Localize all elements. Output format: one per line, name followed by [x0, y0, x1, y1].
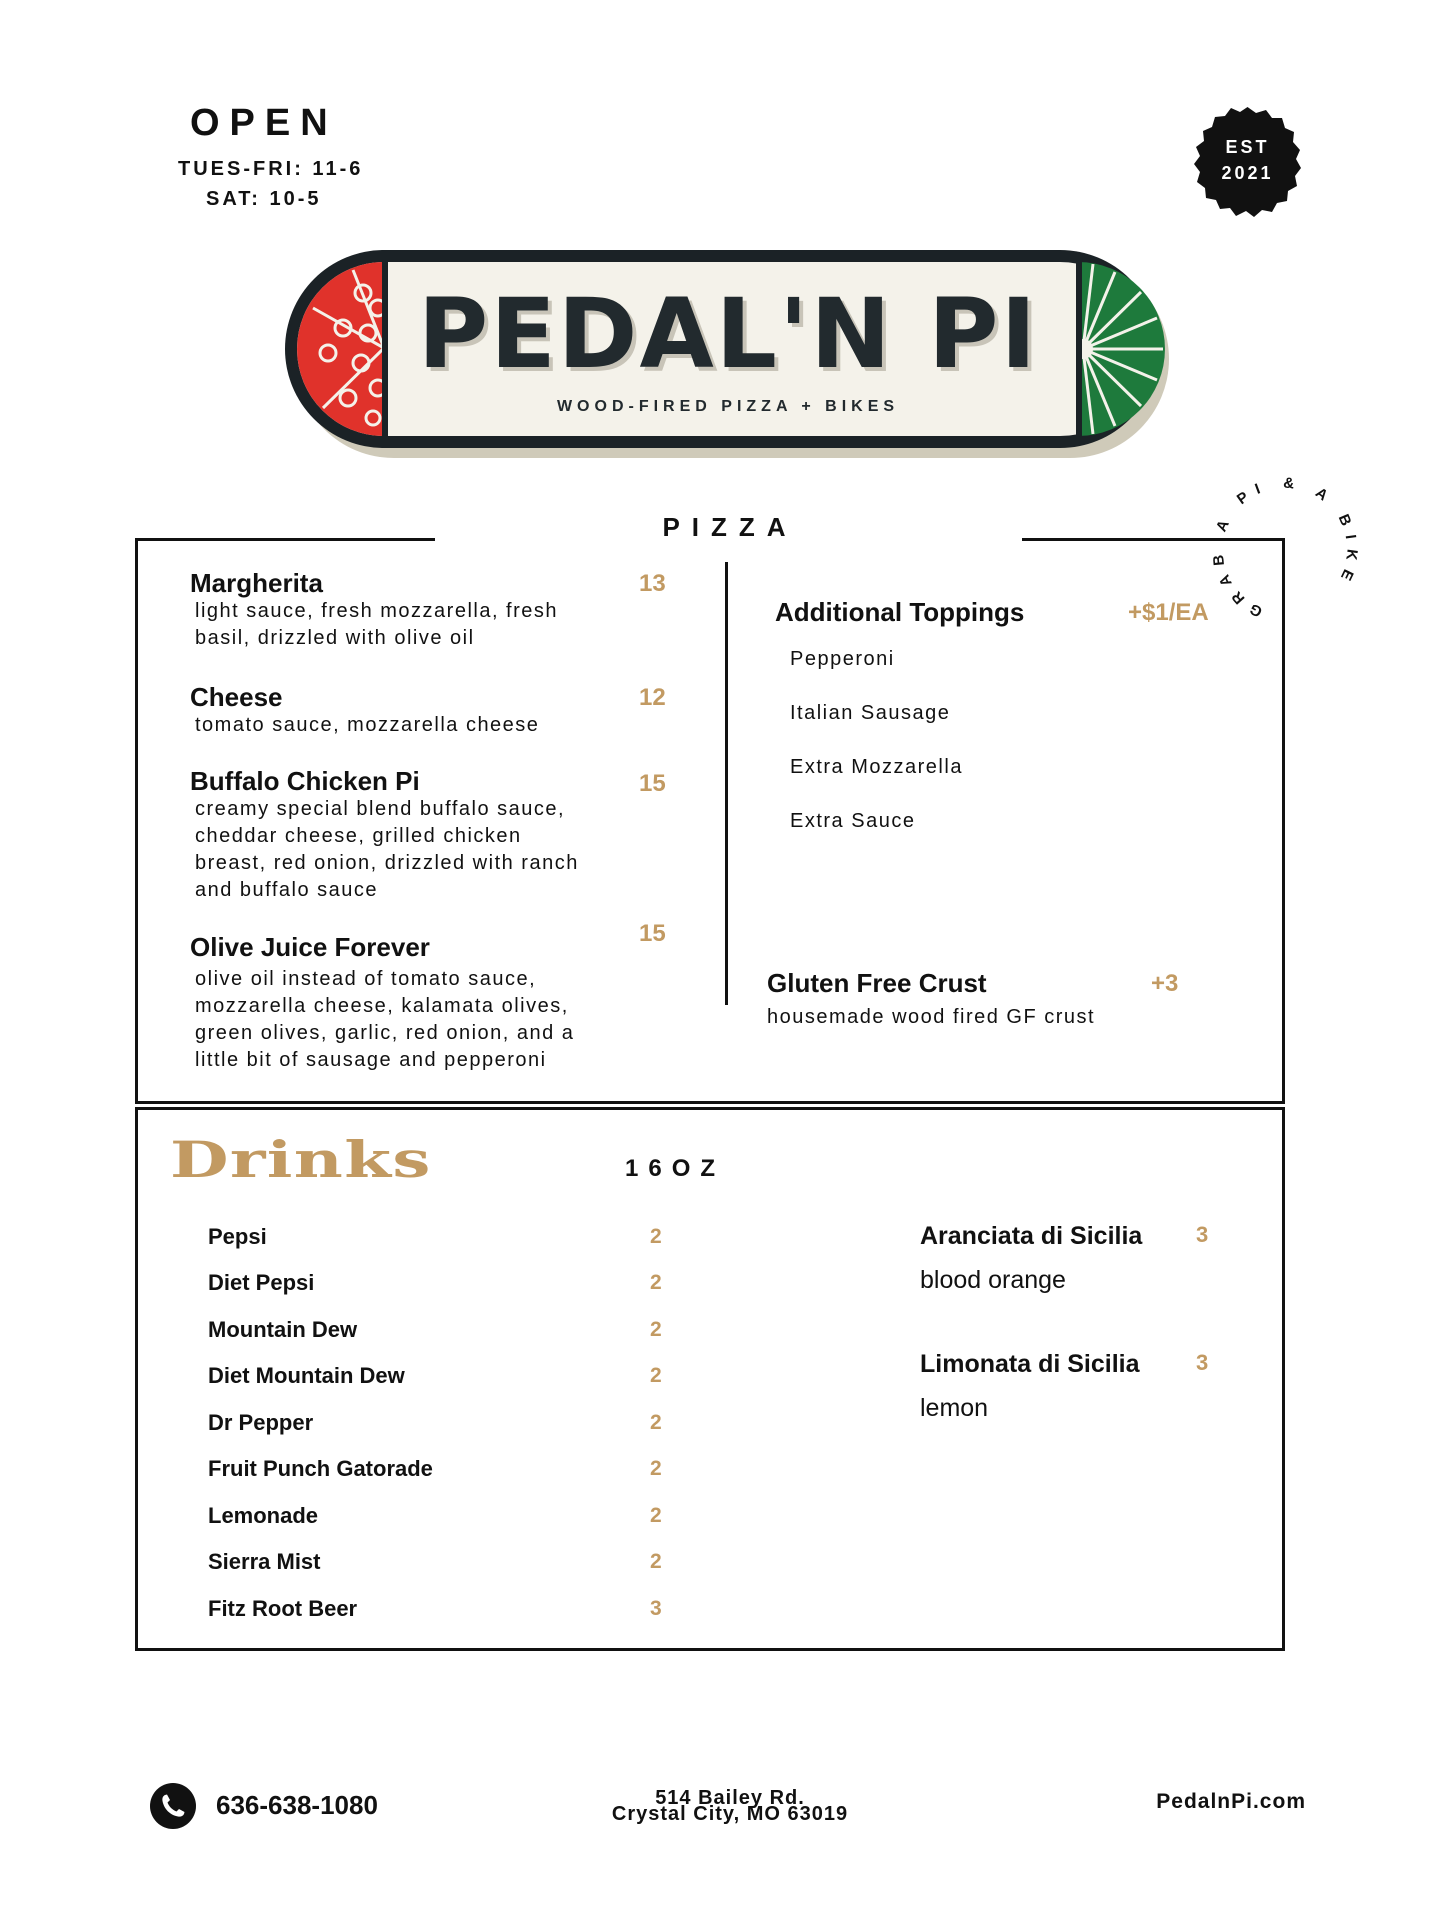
pizza-item-price: 13: [639, 570, 666, 597]
pizza-item-name: Cheese: [190, 682, 283, 712]
open-title: OPEN: [190, 102, 338, 144]
drinks-title: Drinks: [170, 1130, 432, 1189]
circular-slogan-text: GRAB A PI & A BIKE: [1209, 474, 1361, 621]
pizza-item-desc: creamy special blend buffalo sauce, cheddar cheese, grilled chicken breast, red onion, drizzled with ranch and buffalo sauce: [195, 798, 579, 901]
pizza-item-name: Margherita: [190, 568, 323, 598]
drink-name: Fitz Root Beer: [208, 1596, 358, 1621]
est-badge: [1190, 105, 1305, 220]
est-year: 2021: [1221, 163, 1274, 183]
special-drink-name: Aranciata di Sicilia: [920, 1222, 1143, 1250]
address: [560, 1787, 900, 1825]
gluten-free-price: +3: [1151, 970, 1179, 997]
drink-price: 2: [650, 1550, 662, 1573]
est-label: EST: [1225, 137, 1270, 157]
drink-price: 2: [650, 1225, 662, 1248]
address-line2: Crystal City, MO 63019: [611, 1803, 849, 1825]
drink-price: 2: [650, 1504, 662, 1527]
topping-item: Pepperoni: [790, 648, 895, 670]
logo: [283, 248, 1175, 460]
drink-price: 2: [650, 1271, 662, 1294]
pizza-item-desc: olive oil instead of tomato sauce, mozzarella cheese, kalamata olives, green olives, garlic, red onion, and a little bit of sausage and pepperoni: [195, 968, 575, 1071]
pizza-item-price: 15: [639, 770, 666, 797]
drink-name: Fruit Punch Gatorade: [208, 1456, 433, 1481]
pizza-item-name: Buffalo Chicken Pi: [190, 766, 420, 796]
drink-price: 3: [650, 1597, 662, 1620]
pizza-item-desc: tomato sauce, mozzarella cheese: [195, 714, 540, 736]
gluten-free-desc: housemade wood fired GF crust: [767, 1006, 1096, 1028]
pizza-item-price: 12: [639, 684, 666, 711]
address-line1: 514 Bailey Rd.: [655, 1787, 805, 1809]
drink-name: Lemonade: [208, 1503, 319, 1528]
special-drink-name: Limonata di Sicilia: [920, 1350, 1140, 1378]
special-drink-desc: blood orange: [920, 1266, 1066, 1294]
pizza-item-desc: light sauce, fresh mozzarella, fresh basil, drizzled with olive oil: [195, 600, 559, 649]
phone-icon: [150, 1783, 196, 1829]
topping-item: Extra Sauce: [790, 810, 916, 832]
logo-tagline: WOOD-FIRED PIZZA + BIKES: [556, 398, 900, 415]
drink-name: Diet Mountain Dew: [208, 1363, 405, 1388]
drink-price: 2: [650, 1318, 662, 1341]
toppings-title: Additional Toppings: [775, 597, 1025, 627]
special-drink-desc: lemon: [920, 1394, 989, 1422]
pizza-item-price: 15: [639, 920, 666, 947]
pizza-heading: PIZZA: [560, 512, 900, 543]
logo-title: PEDAL'N PI: [417, 278, 1039, 390]
drink-name: Pepsi: [208, 1224, 267, 1249]
website-link[interactable]: PedalnPi.com: [1156, 1790, 1306, 1813]
toppings-price: +$1/EA: [1128, 599, 1209, 626]
topping-item: Italian Sausage: [790, 702, 951, 724]
drink-name: Sierra Mist: [208, 1549, 321, 1574]
drink-name: Diet Pepsi: [208, 1270, 315, 1295]
topping-item: Extra Mozzarella: [790, 756, 963, 778]
pizza-column-divider: [725, 562, 728, 1005]
drinks-size: 16OZ: [625, 1155, 726, 1182]
drink-price: 2: [650, 1364, 662, 1387]
phone-number[interactable]: 636-638-1080: [216, 1790, 378, 1820]
hours-saturday: SAT: 10-5: [206, 188, 322, 210]
drink-price: 2: [650, 1411, 662, 1434]
special-drink-price: 3: [1196, 1222, 1209, 1247]
hours-weekday: TUES-FRI: 11-6: [178, 158, 364, 180]
drink-name: Dr Pepper: [208, 1410, 314, 1435]
special-drink-price: 3: [1196, 1350, 1209, 1375]
drink-name: Mountain Dew: [208, 1317, 358, 1342]
drink-price: 2: [650, 1457, 662, 1480]
pizza-item-name: Olive Juice Forever: [190, 932, 430, 962]
gluten-free-title: Gluten Free Crust: [767, 968, 987, 998]
